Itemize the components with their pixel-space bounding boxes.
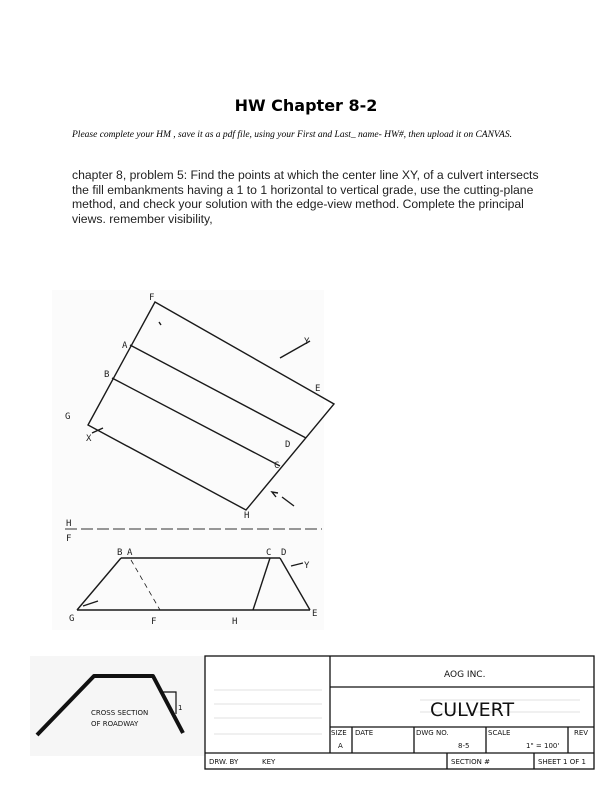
- size-label: SIZE: [331, 729, 347, 737]
- label-y-front: Y: [304, 561, 310, 571]
- dwg-no-value: 8-5: [458, 742, 470, 750]
- label-b-front: B: [117, 548, 123, 558]
- cross-section-line1: CROSS SECTION: [91, 709, 149, 717]
- instructions-text: Please complete your HM , save it as a pdf file, using your First and Last_ name- HW#, then upload it on CANVAS.: [72, 130, 512, 140]
- cross-section: [30, 656, 205, 756]
- label-f-top: F: [149, 293, 155, 303]
- label-g-front: G: [69, 614, 75, 624]
- label-d-top: D: [285, 440, 291, 450]
- label-h-top: H: [244, 511, 250, 521]
- fold-label-h: H: [66, 519, 72, 529]
- label-b-top: B: [104, 370, 110, 380]
- label-a-top: A: [122, 341, 128, 351]
- page-title: HW Chapter 8-2: [234, 96, 378, 115]
- label-e-top: E: [315, 384, 321, 394]
- label-h-front: H: [232, 617, 238, 627]
- rev-label: REV: [574, 729, 589, 737]
- slope-value: 1: [178, 704, 183, 712]
- cross-section-line2: OF ROADWAY: [91, 720, 139, 728]
- label-d-front: D: [281, 548, 287, 558]
- label-y-top: Y: [304, 337, 310, 347]
- scale-value: 1" = 100': [526, 742, 560, 750]
- drawn-by-label: DRW. BY: [209, 758, 239, 766]
- label-x: X: [86, 434, 92, 444]
- section-label: SECTION #: [451, 758, 490, 766]
- sheet-label: SHEET 1 OF 1: [538, 758, 586, 766]
- scan-background: [52, 290, 324, 630]
- dwg-no-label: DWG NO.: [416, 729, 449, 737]
- drawing-title: CULVERT: [430, 699, 515, 721]
- scale-label: SCALE: [488, 729, 511, 737]
- problem-statement: chapter 8, problem 5: Find the points at which the center line XY, of a culvert intersects the fill embankments having a 1 to 1 horizontal to vertical grade, use the cutting-plane method, and check your solution with the edge-view method. Complete the principal views. remember visibility,: [72, 168, 539, 227]
- label-g-top: G: [65, 412, 71, 422]
- label-c-top: C: [274, 461, 280, 471]
- label-c-front: C: [266, 548, 272, 558]
- key-label: KEY: [262, 758, 276, 766]
- date-label: DATE: [355, 729, 374, 737]
- label-f-front: F: [151, 617, 157, 627]
- company-name: AOG INC.: [444, 670, 486, 680]
- label-a-front: A: [127, 548, 133, 558]
- fold-label-f: F: [66, 534, 72, 544]
- label-e-front: E: [312, 609, 318, 619]
- size-value: A: [338, 742, 343, 750]
